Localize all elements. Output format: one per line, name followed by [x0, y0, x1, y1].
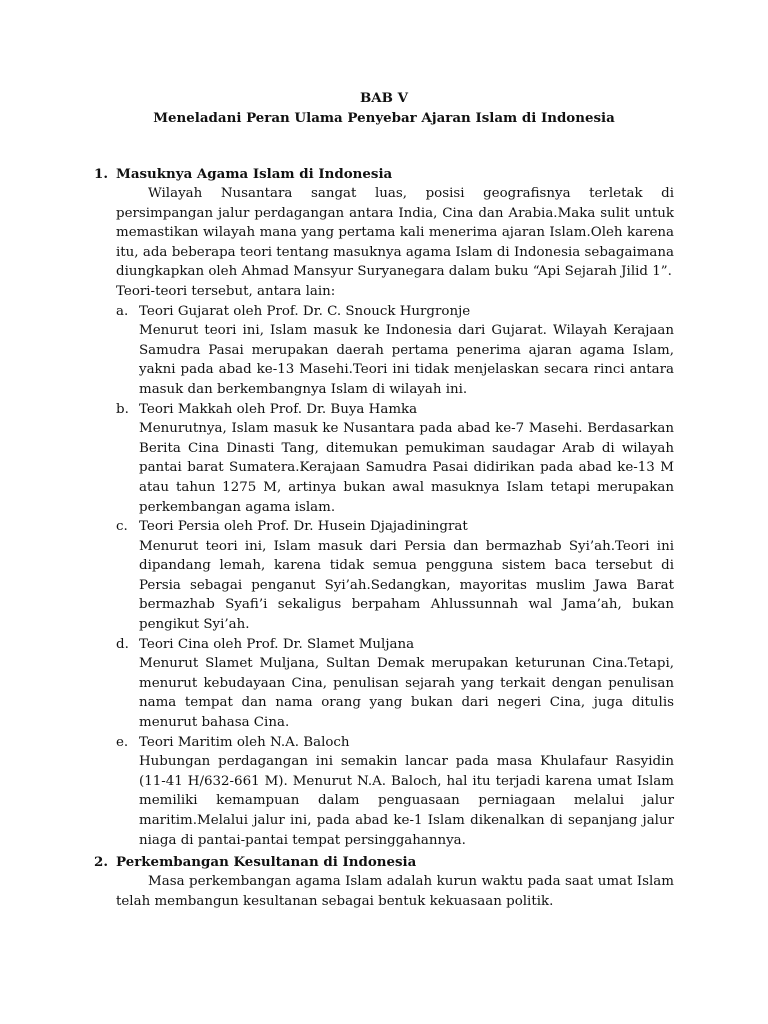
theory-description: Menurut teori ini, Islam masuk ke Indonesia dari Gujarat. Wilayah Kerajaan Samudra Pasai merupakan daerah pertama penerima ajaran agama Islam, yakni pada abad ke-13 Masehi.Teori ini tidak menjelaskan secara rinci antara masuk dan berkembangnya Islam di wilayah ini.	[139, 323, 674, 397]
theory-item-b	[116, 400, 674, 518]
section-2-title: Perkembangan Kesultanan di Indonesia	[116, 854, 417, 870]
theory-letter: c.	[116, 519, 128, 535]
theory-letter: e.	[116, 734, 129, 750]
theory-title: Teori Maritim oleh N.A. Baloch	[139, 734, 350, 750]
theory-item-d	[116, 635, 674, 733]
theory-title: Teori Makkah oleh Prof. Dr. Buya Hamka	[139, 401, 418, 417]
section-1-number: 1.	[94, 166, 108, 182]
section-2-intro: Masa perkembangan agama Islam adalah kurun waktu pada saat umat Islam telah membangun kesultanan sebagai bentuk kekuasaan politik.	[116, 874, 674, 909]
section-2-number: 2.	[94, 854, 108, 870]
theory-item-c	[116, 517, 674, 635]
theory-list-intro: Teori-teori tersebut, antara lain:	[116, 283, 336, 299]
section-2	[94, 852, 674, 911]
theory-description: Menurutnya, Islam masuk ke Nusantara pada abad ke-7 Masehi. Berdasarkan Berita Cina Dinasti Tang, ditemukan pemukiman saudagar Arab di wilayah pantai barat Sumatera.Kerajaan Samudra Pasai didirikan pada abad ke-13 M atau tahun 1275 M, artinya bukan awal masuknya Islam tetapi merupakan perkembangan agama islam.	[139, 421, 674, 515]
section-1-heading	[94, 164, 674, 184]
section-1-body	[94, 184, 674, 850]
theory-title: Teori Gujarat oleh Prof. Dr. C. Snouck Hurgronje	[139, 303, 471, 319]
theory-title: Teori Cina oleh Prof. Dr. Slamet Muljana	[139, 636, 415, 652]
theory-item-a	[116, 302, 674, 400]
theory-description: Hubungan perdagangan ini semakin lancar pada masa Khulafaur Rasyidin (11-41 H/632-661 M). Menurut N.A. Baloch, hal itu terjadi karena umat Islam memiliki kemampuan dalam penguasaan perniagaan melalui jalur maritim.Melalui jalur ini, pada abad ke-1 Islam dikenalkan di sepanjang jalur niaga di pantai-pantai tempat persinggahannya.	[139, 754, 674, 848]
section-1-title: Masuknya Agama Islam di Indonesia	[116, 166, 393, 182]
theory-description: Menurut Slamet Muljana, Sultan Demak merupakan keturunan Cina.Tetapi, menurut kebudayaan Cina, penulisan sejarah yang terkait dengan penulisan nama tempat dan nama orang yang bukan dari negeri Cina, juga ditulis menurut bahasa Cina.	[139, 656, 674, 731]
theory-letter: a.	[116, 303, 129, 319]
theory-description: Menurut teori ini, Islam masuk dari Persia dan bermazhab Syi’ah.Teori ini dipandang lemah, karena tidak semua pengguna sistem baca tersebut di Persia sebagai penganut Syi’ah.Sedangkan, mayoritas muslim Jawa Barat bermazhab Syafi’i sekaligus berpaham Ahlussunnah wal Jama’ah, bukan pengikut Syi’ah.	[139, 538, 674, 633]
chapter-label: BAB V	[359, 90, 409, 106]
section-1-intro: Wilayah Nusantara sangat luas, posisi geografisnya terletak di persimpangan jalur perdagangan antara India, Cina dan Arabia.Maka sulit untuk memastikan wilayah mana yang pertama kali menerima ajaran Islam.Oleh karena itu, ada beberapa teori tentang masuknya agama Islam di Indonesia sebagaimana diungkapkan oleh Ahmad Mansyur Suryanegara dalam buku “Api Sejarah Jilid 1”.	[116, 186, 674, 280]
section-2-body	[94, 872, 674, 911]
theory-letter: d.	[116, 636, 129, 652]
section-2-heading	[94, 852, 674, 872]
document-heading	[0, 88, 768, 128]
chapter-title: Meneladani Peran Ulama Penyebar Ajaran Islam di Indonesia	[153, 110, 615, 126]
theory-letter: b.	[116, 401, 129, 417]
theory-item-e	[116, 733, 674, 851]
theory-title: Teori Persia oleh Prof. Dr. Husein Djajadiningrat	[139, 519, 468, 535]
section-1	[94, 164, 674, 850]
